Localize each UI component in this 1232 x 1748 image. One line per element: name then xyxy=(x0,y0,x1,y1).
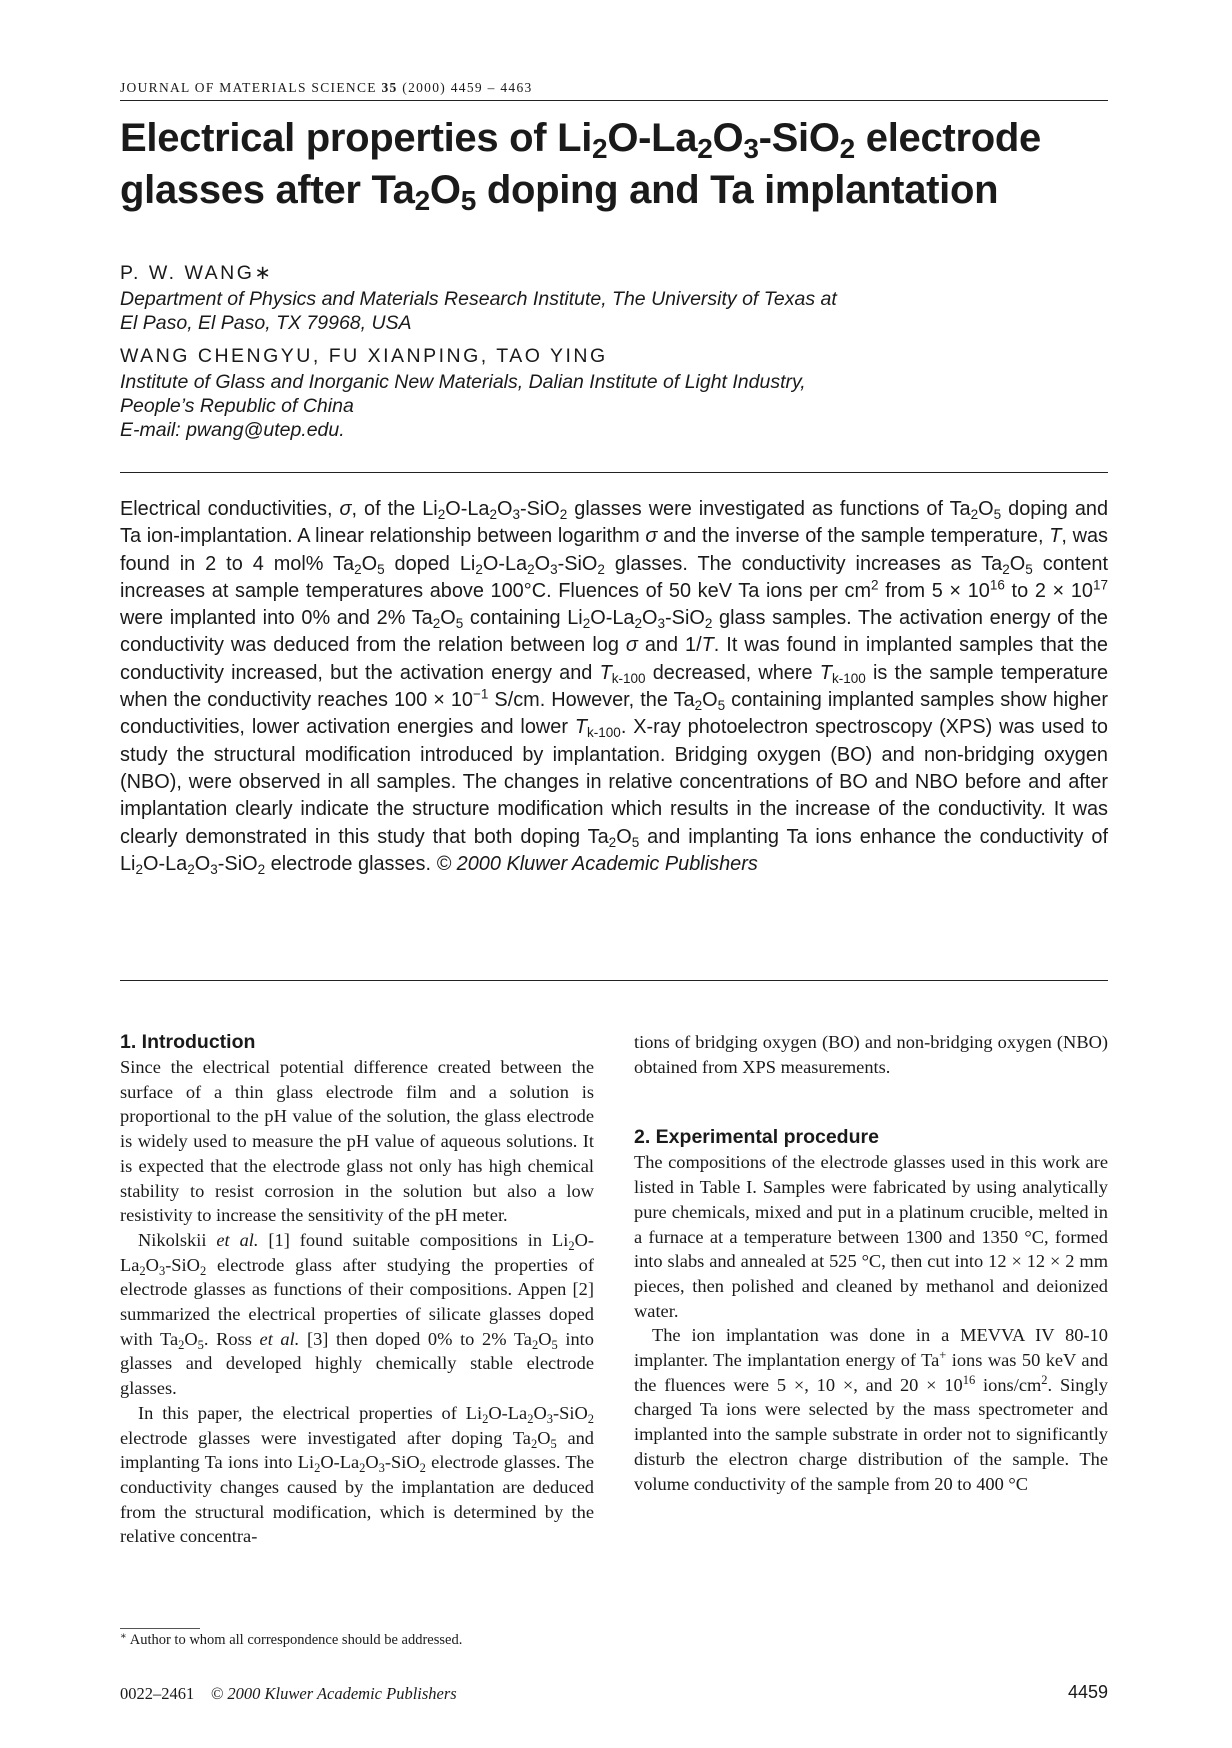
intro-paragraph-1: Since the electrical potential difference created between the surface of a thin glass electrode film and a solution is proportional to the pH value of the solution, the glass electrode is widely used to measure the pH value of aqueous solutions. It is expected that the electrode glass not only has high chemical stability to resist corrosion in the solution but also a low resistivity to increase the sensitivity of the pH meter. xyxy=(120,1057,594,1226)
journal-volume: 35 xyxy=(381,80,398,95)
author-primary: P. W. WANG∗ xyxy=(120,262,274,284)
affiliation-utep: Department of Physics and Materials Research Institute, The University of Texas at El Paso, El Paso, TX 79968, USA xyxy=(120,288,837,334)
author-block xyxy=(120,260,1020,442)
footer-publisher: © 2000 Kluwer Academic Publishers xyxy=(210,1684,457,1703)
author-email: E-mail: pwang@utep.edu. xyxy=(120,419,345,441)
section-heading-experimental: 2. Experimental procedure xyxy=(634,1126,879,1149)
journal-header xyxy=(120,80,1108,101)
journal-name: JOURNAL OF MATERIALS SCIENCE xyxy=(120,80,377,95)
experimental-paragraph-2: The ion implantation was done in a MEVVA IV 80-10 implanter. The implantation energy of Ta+ ions was 50 keV and the fluences were 5 ×, 10 ×, and $20 \times 10^{16}$ ions/$cm^2$. Singly charged Ta ions were selected by the mass spectrometer and implanted into the sample substrate in order not to significantly disturb the electron charge distribution of the sample. The volume conductivity of the sample from 20 to 400 °C xyxy=(634,1325,1108,1494)
footnote-rule xyxy=(120,1628,200,1629)
experimental-paragraph-1: The compositions of the electrode glasses used in this work are listed in Table I. Samples were fabricated by using analytically pure chemicals, mixed and put in a platinum crucible, melted in a furnace at a temperature between 1300 and 1350 °C, formed into slabs and annealed at 525 °C, then cut into 12 × 12 × 2 mm pieces, then polished and cleaned by methanol and deionized water. xyxy=(634,1152,1108,1321)
page-number: 4459 xyxy=(1067,1682,1108,1702)
author-coauthors: WANG CHENGYU, FU XIANPING, TAO YING xyxy=(120,345,608,367)
abstract: Electrical conductivities, σ, of the $Li_2O-La_2O_3-SiO_2$ glasses were investigated as functions of $Ta_2O_5$ doping and Ta ion-implantation. A linear relationship between logarithm σ and the inverse of the sample temperature, T, was found in 2 to 4 mol% $Ta_2O_5$ doped $Li_2O-La_2O_3-SiO_2$ glasses. The conductivity increases as $Ta_2O_5$ content increases at sample temperatures above 100°C. Fluences of 50 keV Ta ions per $cm^2$ from $5 \times 10^{16}$ to $2 \times 10^{17}$ were implanted into 0% and 2% $Ta_2O_5$ containing $Li_2O-La_2O_3-SiO_2$ glass samples. The activation energy of the conductivity was deduced from the relation between log σ and 1/T. It was found in implanted samples that the conductivity increased, but the activation energy and $T_{k-100}$ decreased, where $T_{k-100}$ is the sample temperature when the conductivity reaches $100 \times 10^{-1}$ S/cm. However, the $Ta_2O_5$ containing implanted samples show higher conductivities, lower activation energies and lower $T_{k-100}$. X-ray photoelectron spectroscopy (XPS) was used to study the structural modification introduced by implantation. Bridging oxygen (BO) and non-bridging oxygen (NBO), were observed in all samples. The changes in relative concentrations of BO and NBO before and after implantation clearly indicate the structure modification which results in the increase of the conductivity. It was clearly demonstrated in this study that both doping $Ta_2O_5$ and implanting Ta ions enhance the conductivity of $Li_2O-La_2O_3-SiO_2$ electrode glasses. © 2000 Kluwer Academic Publishers xyxy=(120,498,1109,877)
footnote: ∗ Author to whom all correspondence should be addressed. xyxy=(120,1630,463,1648)
footer-code: 0022–2461 xyxy=(120,1684,195,1703)
abstract-bottom-rule xyxy=(120,980,1108,981)
left-column xyxy=(120,1030,594,1549)
intro-paragraph-3: In this paper, the electrical properties of $Li_2O-La_2O_3-SiO_2$ electrode glasses were investigated after doping $Ta_2O_5$ and implanting Ta ions into $Li_2O-La_2O_3-SiO_2$ electrode glasses. The conductivity changes caused by the implantation are deduced from the structural modification, which is determined by the relative concentra- xyxy=(120,1402,595,1547)
right-column xyxy=(634,1030,1108,1496)
section-heading-introduction: 1. Introduction xyxy=(120,1031,256,1053)
intro-paragraph-2: Nikolskii et al. [1] found suitable compositions in $Li_2O-La_2O_3-SiO_2$ electrode glass after studying the properties of electrode glasses as functions of their compositions. Appen [2] summarized the electrical properties of silicate glasses doped with $Ta_2O_5$. Ross et al. [3] then doped 0% to 2% $Ta_2O_5$ into glasses and developed highly chemically stable electrode glasses. xyxy=(120,1229,594,1399)
journal-year-pages: (2000) 4459 – 4463 xyxy=(402,80,533,95)
intro-paragraph-3-continued: tions of bridging oxygen (BO) and non-bridging oxygen (NBO) obtained from XPS measurements. xyxy=(634,1032,1108,1077)
paper-title: Electrical properties of $Li_2O-La_2O_3-SiO_2$ electrode glasses after $Ta_2O_5$ doping and Ta implantation xyxy=(120,116,1041,216)
abstract-copyright: © 2000 Kluwer Academic Publishers xyxy=(436,852,758,875)
abstract-top-rule xyxy=(120,472,1108,473)
affiliation-dalian: Institute of Glass and Inorganic New Materials, Dalian Institute of Light Industry, People’s Republic of China E-mail: pwang@utep.edu. xyxy=(120,371,806,441)
paper-page xyxy=(120,0,1108,1748)
footer-issn xyxy=(120,1684,457,1704)
